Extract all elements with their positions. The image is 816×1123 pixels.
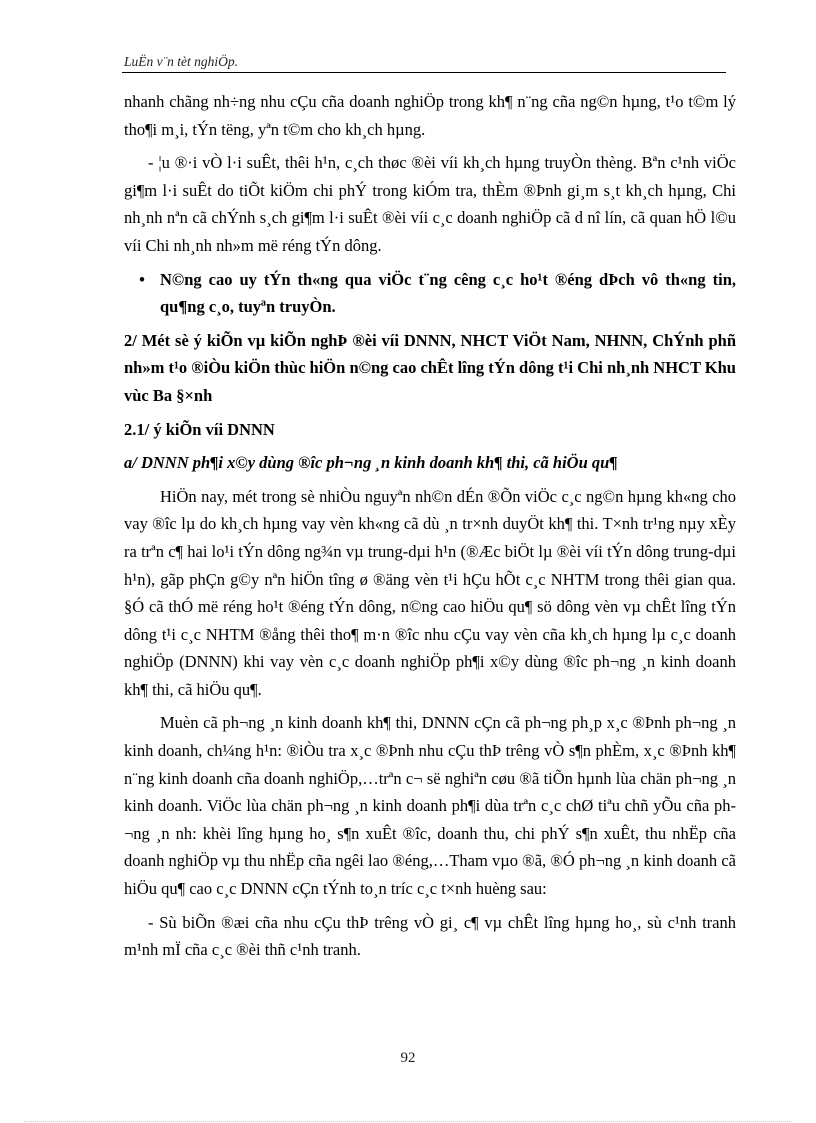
subsubsection-heading: a/ DNNN ph¶i x©y dùng ®îc ph¬ng ¸n kinh doanh kh¶ thi, cã hiÖu qu¶ (124, 453, 618, 473)
page-bottom-border (24, 1121, 792, 1122)
body-paragraph-3: - Sù biÕn ®æi cña nhu cÇu thÞ trêng vÒ gi¸ c¶ vµ chÊt lîng hµng ho¸, sù c¹nh tranh m¹nh mÏ cña c¸c ®èi thñ c¹nh tranh. (124, 912, 736, 960)
page-content (124, 88, 736, 970)
header-title: LuËn v¨n tèt nghiÖp. (124, 54, 238, 69)
section-heading: 2/ Mét sè ý kiÕn vµ kiÕn nghÞ ®èi víi DNNN, NHCT ViÖt Nam, NHNN, ChÝnh phñ nh»m t¹o ®iÒu kiÖn thùc hiÖn n©ng cao chÊt lîng tÝn dông t¹i Chi nh¸nh NHCT Khu vùc Ba §×nh (124, 330, 736, 405)
page-number: 92 (400, 1050, 416, 1066)
bullet-item (124, 266, 736, 321)
subsection-heading: 2.1/ ý kiÕn víi DNNN (124, 419, 275, 439)
body-paragraph-2: Muèn cã ph¬ng ¸n kinh doanh kh¶ thi, DNNN cÇn cã ph¬ng ph¸p x¸c ®Þnh ph¬ng ¸n kinh doanh, ch¼ng h¹n: ®iÒu tra x¸c ®Þnh nhu cÇu thÞ trêng vÒ s¶n phÈm, x¸c ®Þnh kh¶ n¨ng kinh doanh cña doanh nghiÖp,…trªn c¬ së nghiªn cøu ®ã tiÕn hµnh lùa chän ph¬ng ¸n kinh doanh. ViÖc lùa chän ph¬ng ¸n kinh doanh ph¶i dùa trªn c¸c chØ tiªu chñ yÕu cña ph¬ng ¸n nh: khèi lîng hµng ho¸ s¶n xuÊt ®îc, doanh thu, chi phÝ s¶n xuÊt, thu nhËp cña doanh nghiÖp vµ thu nhËp cña ngêi lao ®éng,…Tham vµo ®ã, ®Ó ph¬ng ¸n kinh doanh cã hiÖu qu¶ cao c¸c DNNN cÇn tÝnh to¸n tríc c¸c t×nh huèng sau: (124, 713, 736, 899)
bullet-icon: • (139, 269, 145, 289)
paragraph-interest-incentive: - ¦u ®·i vÒ l·i suÊt, thêi h¹n, c¸ch thøc ®èi víi kh¸ch hµng truyÒn thèng. Bªn c¹nh viÖc gi¶m l·i suÊt do tiÕt kiÖm chi phÝ trong kiÓm tra, thÈm ®Þnh gi¸m s¸t kh¸ch hµng, Chi nh¸nh nªn cã chÝnh s¸ch gi¶m l·i suÊt ®èi víi c¸c doanh nghiÖp cã d nî lín, cã quan hÖ l©u víi Chi nh¸nh nh»m më réng tÝn dông. (124, 153, 736, 255)
bullet-text: N©ng cao uy tÝn th«ng qua viÖc t¨ng cêng c¸c ho¹t ®éng dÞch vô th«ng tin, qu¶ng c¸o, tuyªn truyÒn. (160, 269, 736, 317)
header-rule (122, 72, 726, 73)
body-paragraph-1: HiÖn nay, mét trong sè nhiÒu nguyªn nh©n dÉn ®Õn viÖc c¸c ng©n hµng kh«ng cho vay ®îc lµ do kh¸ch hµng vay vèn kh«ng cã dù ¸n tr×nh duyÖt kh¶ thi. T×nh tr¹ng nµy xÈy ra trªn c¶ hai lo¹i tÝn dông ng¾n vµ trung-dµi h¹n (®Æc biÖt lµ ®èi víi tÝn dông trung-dµi h¹n), gãp phÇn g©y nªn hiÖn tîng ø ®äng vèn t¹i hÇu hÕt c¸c NHTM trong thêi gian qua. §Ó cã thÓ më réng ho¹t ®éng tÝn dông, n©ng cao hiÖu qu¶ sö dông vèn vµ chÊt lîng tÝn dông t¹i c¸c NHTM ®ång thêi tho¶ m·n ®îc nhu cÇu vay vèn cña kh¸ch hµng lµ c¸c doanh nghiÖp (DNNN) khi vay vèn c¸c doanh nghiÖp ph¶i x©y dùng ®îc ph¬ng ¸n kinh doanh kh¶ thi, cã hiÖu qu¶. (124, 486, 736, 699)
paragraph-continuation: nhanh chãng nh÷ng nhu cÇu cña doanh nghiÖp trong kh¶ n¨ng cña ng©n hµng, t¹o t©m lý tho¶i m¸i, tÝn tëng, yªn t©m cho kh¸ch hµng. (124, 92, 736, 139)
